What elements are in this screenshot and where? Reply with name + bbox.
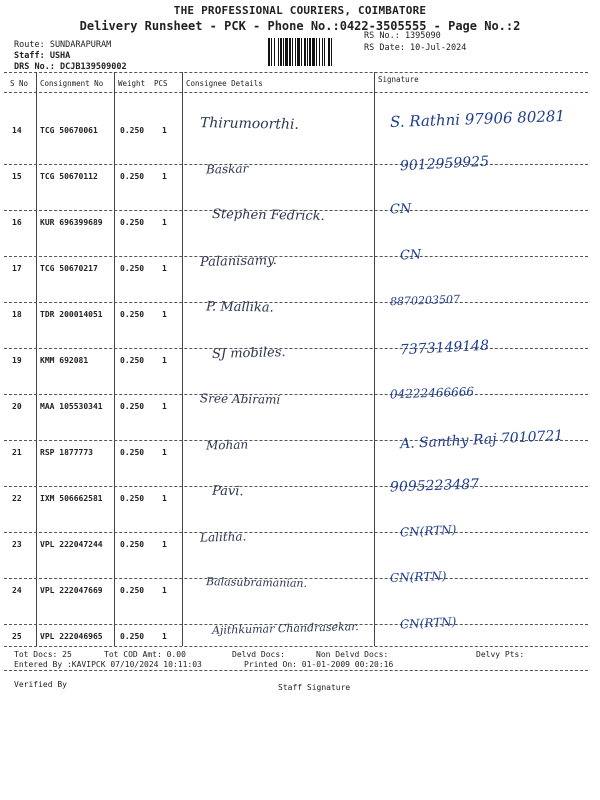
- row-consignment-no: RSP 1877773: [40, 448, 93, 457]
- row-consignee-name: Lalitha.: [199, 529, 247, 545]
- row-signature: CN: [399, 247, 422, 264]
- row-consignment-no: TCG 50670112: [40, 172, 98, 181]
- col-header-consignee: Consignee Details: [186, 79, 263, 88]
- row-consignee-name: Palanisamy.: [199, 252, 278, 271]
- row-consignment-no: IXM 506662581: [40, 494, 103, 503]
- row-consignee-name: Sree Abirami: [199, 391, 281, 407]
- col-header-pcs: PCS: [154, 79, 168, 88]
- total-docs: Tot Docs: 25: [14, 650, 72, 659]
- row-divider: [4, 670, 588, 671]
- row-divider: [4, 256, 588, 257]
- row-weight: 0.250: [120, 540, 145, 549]
- total-cod-amount: Tot COD Amt: 0.00: [104, 650, 186, 659]
- row-consignment-no: VPL 222047244: [40, 540, 103, 549]
- row-sno: 20: [12, 402, 22, 411]
- staff-label: Staff: USHA: [14, 51, 71, 61]
- col-header-signature: Signature: [378, 75, 419, 84]
- row-divider: [4, 532, 588, 533]
- row-consignee-name: Ajithkumar Chandrasekar.: [211, 620, 359, 637]
- row-sno: 15: [12, 172, 22, 181]
- barcode-image: [268, 38, 358, 66]
- row-consignee-name: P. Mallika.: [205, 299, 274, 316]
- row-sno: 14: [12, 126, 22, 135]
- delivered-docs: Delvd Docs:: [232, 650, 285, 659]
- row-pcs: 1: [162, 126, 167, 135]
- row-weight: 0.250: [120, 402, 145, 411]
- row-weight: 0.250: [120, 172, 145, 181]
- row-pcs: 1: [162, 586, 167, 595]
- row-sno: 18: [12, 310, 22, 319]
- row-weight: 0.250: [120, 218, 145, 227]
- row-weight: 0.250: [120, 310, 145, 319]
- row-signature: 04222466666: [389, 384, 475, 402]
- row-sno: 22: [12, 494, 22, 503]
- row-divider: [4, 302, 588, 303]
- col-divider: [182, 72, 183, 646]
- row-signature: A. Santhy Raj 7010721: [399, 427, 564, 453]
- col-divider: [114, 72, 115, 646]
- row-consignment-no: KUR 696399689: [40, 218, 103, 227]
- row-consignment-no: VPL 222047669: [40, 586, 103, 595]
- row-signature: CN(RTN): [389, 569, 447, 585]
- row-signature: 7373149148: [399, 337, 490, 359]
- col-header-consignment: Consignment No: [40, 79, 104, 88]
- row-consignment-no: TCG 50670061: [40, 126, 98, 135]
- rs-date: RS Date: 10-Jul-2024: [364, 43, 467, 53]
- header-top-divider: [4, 72, 588, 73]
- row-divider: [4, 164, 588, 165]
- row-consignment-no: VPL 222046965: [40, 632, 103, 641]
- rs-number: RS No.: 1395090: [364, 31, 441, 41]
- row-sno: 19: [12, 356, 22, 365]
- route-label: Route: SUNDARAPURAM: [14, 40, 112, 50]
- row-signature: 8870203507: [389, 292, 461, 309]
- row-pcs: 1: [162, 356, 167, 365]
- row-pcs: 1: [162, 494, 167, 503]
- row-signature: 9012959925: [399, 153, 490, 175]
- row-pcs: 1: [162, 540, 167, 549]
- row-pcs: 1: [162, 264, 167, 273]
- col-header-sno: S No: [10, 79, 29, 88]
- row-weight: 0.250: [120, 494, 145, 503]
- row-divider: [4, 348, 588, 349]
- row-sno: 16: [12, 218, 22, 227]
- entered-by: Entered By :KAVIPCK 07/10/2024 10:11:03: [14, 660, 202, 669]
- row-signature: 9095223487: [389, 476, 480, 496]
- row-signature: CN(RTN): [399, 522, 457, 540]
- row-pcs: 1: [162, 172, 167, 181]
- header-bottom-divider: [4, 92, 588, 93]
- row-weight: 0.250: [120, 448, 145, 457]
- row-consignment-no: TCG 50670217: [40, 264, 98, 273]
- drs-number: DRS No.: DCJB139509002: [14, 62, 127, 72]
- row-sno: 23: [12, 540, 22, 549]
- row-pcs: 1: [162, 632, 167, 641]
- row-weight: 0.250: [120, 126, 145, 135]
- row-weight: 0.250: [120, 632, 145, 641]
- row-signature: CN: [389, 201, 412, 218]
- row-signature: S. Rathni 97906 80281: [389, 106, 566, 132]
- company-title: THE PROFESSIONAL COURIERS, COIMBATORE: [173, 4, 427, 17]
- row-consignee-name: Pavi.: [211, 483, 244, 500]
- col-header-weight: Weight: [118, 79, 146, 88]
- row-pcs: 1: [162, 310, 167, 319]
- row-divider: [4, 394, 588, 395]
- row-consignment-no: MAA 105530341: [40, 402, 103, 411]
- row-weight: 0.250: [120, 356, 145, 365]
- row-sno: 21: [12, 448, 22, 457]
- row-sno: 24: [12, 586, 22, 595]
- row-consignee-name: Stephen Fedrick.: [211, 207, 325, 224]
- non-delivered-docs: Non Delvd Docs:: [316, 650, 389, 659]
- row-consignee-name: Balasubramanian.: [205, 575, 308, 590]
- verified-by-label: Verified By: [14, 680, 67, 689]
- row-consignee-name: Mohan: [205, 437, 249, 453]
- runsheet-title: Delivery Runsheet - PCK - Phone No.:0422-3505555 - Page No.:2: [79, 19, 521, 33]
- row-pcs: 1: [162, 218, 167, 227]
- row-weight: 0.250: [120, 586, 145, 595]
- row-sno: 17: [12, 264, 22, 273]
- staff-signature-label: Staff Signature: [278, 683, 351, 692]
- row-signature: CN(RTN): [399, 614, 457, 632]
- row-consignment-no: KMM 692081: [40, 356, 89, 365]
- row-consignee-name: SJ mobiles.: [211, 345, 286, 362]
- row-divider: [4, 486, 588, 487]
- row-pcs: 1: [162, 448, 167, 457]
- printed-on: Printed On: 01-01-2009 00:20:16: [244, 660, 394, 669]
- table-bottom-divider: [4, 646, 588, 647]
- row-consignment-no: TDR 200014051: [40, 310, 103, 319]
- col-divider: [374, 72, 375, 646]
- row-weight: 0.250: [120, 264, 145, 273]
- row-consignee-name: Baskar: [205, 161, 249, 177]
- col-divider: [36, 72, 37, 646]
- row-consignee-name: Thirumoorthi.: [199, 115, 300, 133]
- row-pcs: 1: [162, 402, 167, 411]
- row-sno: 25: [12, 632, 22, 641]
- delivery-points: Delvy Pts:: [476, 650, 525, 659]
